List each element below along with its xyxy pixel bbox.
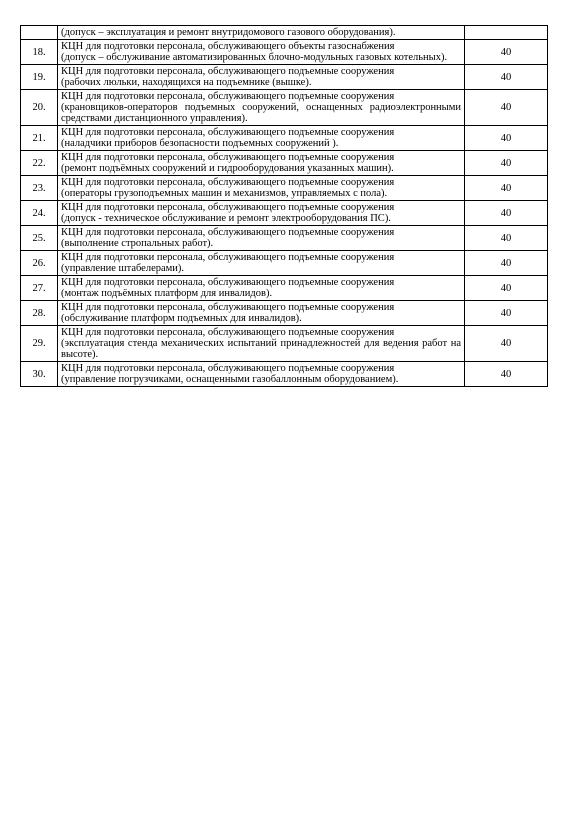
program-hours: 40	[465, 90, 548, 126]
program-detail: (операторы грузоподъемных машин и механизмов, управляемых с пола).	[61, 188, 388, 199]
program-hours	[465, 26, 548, 40]
row-number: 24.	[21, 201, 58, 226]
program-title: КЦН для подготовки персонала, обслуживающего подъемные сооружения	[61, 91, 395, 102]
program-description	[58, 40, 465, 65]
program-hours: 40	[465, 151, 548, 176]
program-description	[58, 226, 465, 251]
table-row	[21, 26, 548, 40]
table-row	[21, 176, 548, 201]
program-hours: 40	[465, 362, 548, 387]
program-title: КЦН для подготовки персонала, обслуживающего подъемные сооружения	[61, 66, 395, 77]
program-detail: (обслуживание платформ подъемных для инвалидов).	[61, 313, 302, 324]
program-title: КЦН для подготовки персонала, обслуживающего подъемные сооружения	[61, 327, 395, 338]
row-number: 30.	[21, 362, 58, 387]
program-hours: 40	[465, 126, 548, 151]
table-row	[21, 276, 548, 301]
row-number: 23.	[21, 176, 58, 201]
table-row	[21, 151, 548, 176]
program-detail: (допуск - техническое обслуживание и ремонт электрооборудования ПС).	[61, 213, 391, 224]
program-hours: 40	[465, 226, 548, 251]
row-number: 25.	[21, 226, 58, 251]
table-row	[21, 126, 548, 151]
program-hours: 40	[465, 201, 548, 226]
table-row	[21, 326, 548, 362]
program-title: КЦН для подготовки персонала, обслуживающего подъемные сооружения	[61, 152, 395, 163]
program-detail: (выполнение стропальных работ).	[61, 238, 214, 249]
program-hours: 40	[465, 251, 548, 276]
program-hours: 40	[465, 65, 548, 90]
program-title: КЦН для подготовки персонала, обслуживающего подъемные сооружения	[61, 227, 395, 238]
program-detail: (эксплуатация стенда механических испытаний принадлежностей для ведения работ на высоте).	[61, 338, 461, 360]
program-description	[58, 65, 465, 90]
table-row	[21, 301, 548, 326]
program-detail: (допуск – обслуживание автоматизированных блочно-модульных газовых котельных).	[61, 52, 448, 63]
program-title: КЦН для подготовки персонала, обслуживающего подъемные сооружения	[61, 202, 395, 213]
row-number: 27.	[21, 276, 58, 301]
row-number: 29.	[21, 326, 58, 362]
program-description	[58, 126, 465, 151]
row-number: 22.	[21, 151, 58, 176]
table-row	[21, 201, 548, 226]
table-row	[21, 251, 548, 276]
program-detail: (наладчики приборов безопасности подъемных сооружений ).	[61, 138, 339, 149]
program-description	[58, 176, 465, 201]
program-title: КЦН для подготовки персонала, обслуживающего объекты газоснабжения	[61, 41, 395, 52]
program-description	[58, 362, 465, 387]
program-title: КЦН для подготовки персонала, обслуживающего подъемные сооружения	[61, 127, 395, 138]
row-number: 21.	[21, 126, 58, 151]
table-row	[21, 65, 548, 90]
program-hours: 40	[465, 301, 548, 326]
table-row	[21, 40, 548, 65]
program-detail: (ремонт подъёмных сооружений и гидрооборудования указанных машин).	[61, 163, 394, 174]
program-detail: (рабочих люльки, находящихся на подъемнике (вышке).	[61, 77, 312, 88]
program-detail: (допуск – эксплуатация и ремонт внутридомового газового оборудования).	[61, 27, 396, 38]
program-description	[58, 90, 465, 126]
row-number	[21, 26, 58, 40]
program-detail: (управление погрузчиками, оснащенными газобаллонным оборудованием).	[61, 374, 399, 385]
program-title: КЦН для подготовки персонала, обслуживающего подъемные сооружения	[61, 277, 395, 288]
program-detail: (управление штабелерами).	[61, 263, 185, 274]
program-hours: 40	[465, 276, 548, 301]
program-hours: 40	[465, 40, 548, 65]
program-detail: (крановщиков-операторов подъемных сооружений, оснащенных радиоэлектронными средствами дистанционного управления).	[61, 102, 461, 124]
program-title: КЦН для подготовки персонала, обслуживающего подъемные сооружения	[61, 363, 395, 374]
program-description	[58, 276, 465, 301]
program-description	[58, 326, 465, 362]
table-row	[21, 362, 548, 387]
program-hours: 40	[465, 326, 548, 362]
training-programs-table	[20, 25, 548, 387]
row-number: 18.	[21, 40, 58, 65]
program-title: КЦН для подготовки персонала, обслуживающего подъемные сооружения	[61, 252, 395, 263]
table-row	[21, 90, 548, 126]
program-description	[58, 26, 465, 40]
program-description	[58, 301, 465, 326]
table-row	[21, 226, 548, 251]
program-detail: (монтаж подъёмных платформ для инвалидов).	[61, 288, 273, 299]
program-title: КЦН для подготовки персонала, обслуживающего подъемные сооружения	[61, 302, 395, 313]
program-description	[58, 251, 465, 276]
row-number: 26.	[21, 251, 58, 276]
row-number: 28.	[21, 301, 58, 326]
program-hours: 40	[465, 176, 548, 201]
row-number: 20.	[21, 90, 58, 126]
program-title: КЦН для подготовки персонала, обслуживающего подъемные сооружения	[61, 177, 395, 188]
program-description	[58, 201, 465, 226]
row-number: 19.	[21, 65, 58, 90]
program-description	[58, 151, 465, 176]
